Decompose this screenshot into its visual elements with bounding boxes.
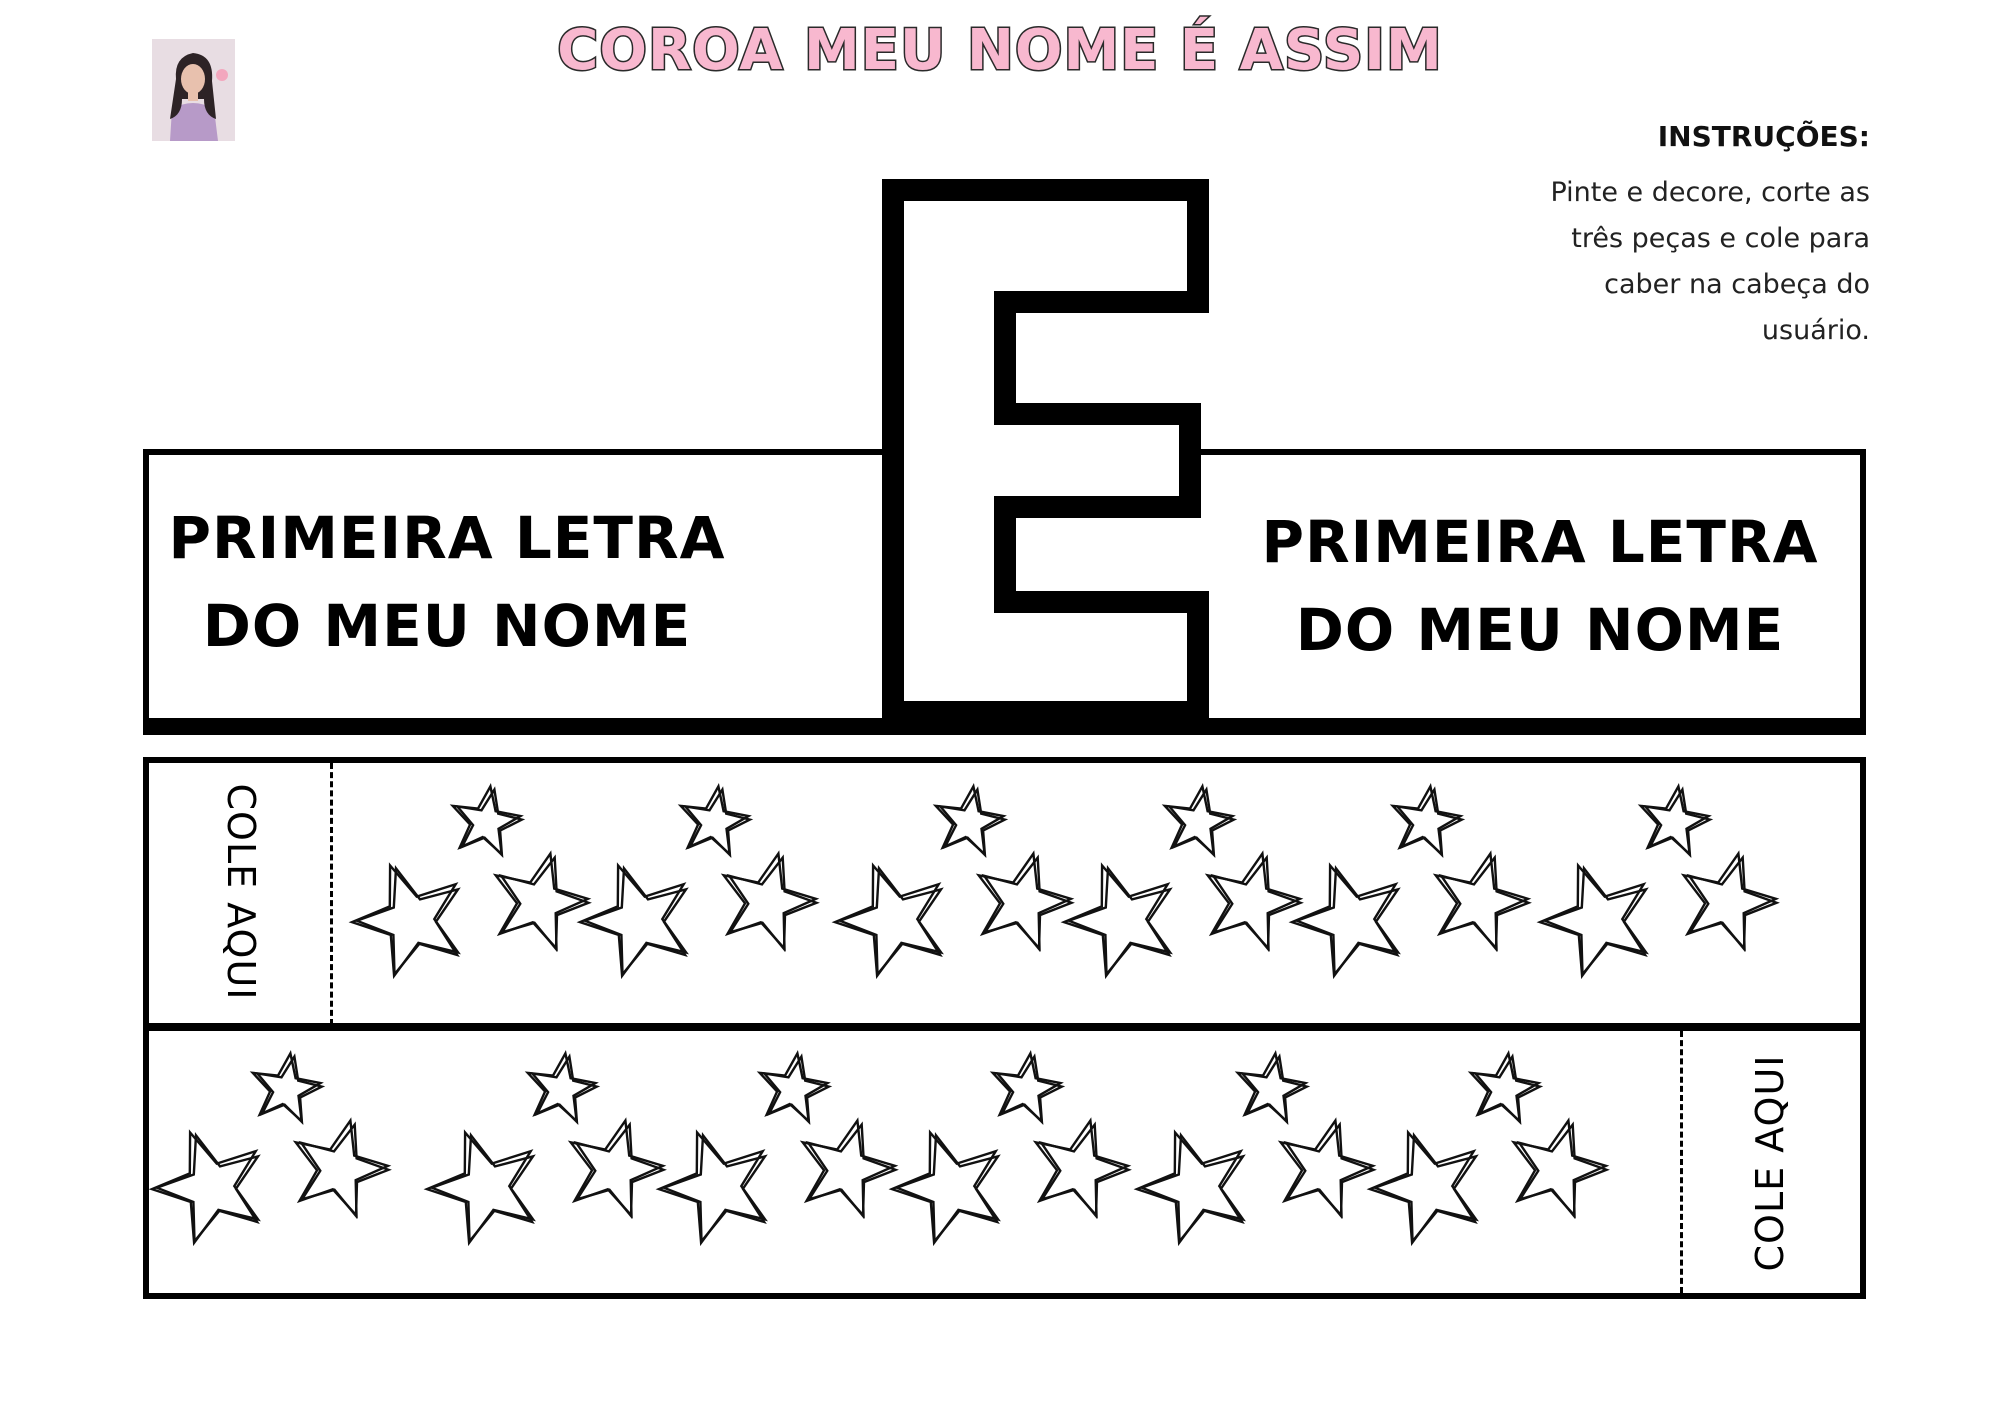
page-title: COROA MEU NOME É ASSIM [557, 18, 1443, 83]
star-icon [1641, 786, 1710, 855]
right-label-line1: PRIMEIRA LETRA [1261, 508, 1819, 576]
star-icon [1471, 1053, 1540, 1122]
left-label-line2: DO MEU NOME [202, 592, 692, 660]
star-icon [1514, 1121, 1607, 1216]
star-icon [1064, 866, 1170, 976]
glue-label-bottom: COLE AQUI [1748, 1054, 1792, 1272]
star-icon [892, 1133, 998, 1243]
instructions-heading: INSTRUÇÕES: [1657, 120, 1870, 153]
star-icon [1370, 1133, 1476, 1243]
glue-label-top: COLE AQUI [219, 783, 263, 1001]
star-icon [724, 854, 817, 949]
right-label-line2: DO MEU NOME [1295, 596, 1785, 664]
star-icon [453, 786, 522, 855]
star-icon [1393, 786, 1462, 855]
instructions-line: Pinte e decore, corte as [1550, 177, 1870, 208]
star-icon [580, 866, 686, 976]
star-icon [296, 1121, 389, 1216]
instructions-line: três peças e cole para [1571, 223, 1870, 254]
star-icon [528, 1053, 597, 1122]
star-icon [1137, 1133, 1243, 1243]
star-icon [979, 854, 1072, 949]
left-label-line1: PRIMEIRA LETRA [168, 504, 726, 572]
star-icon [1436, 854, 1529, 949]
star-icon [659, 1133, 765, 1243]
star-icon [152, 1133, 258, 1243]
star-icon [253, 1053, 322, 1122]
star-icon [1281, 1121, 1374, 1216]
star-icon [1036, 1121, 1129, 1216]
star-icon [1238, 1053, 1307, 1122]
star-icon [936, 786, 1005, 855]
instructions-line: caber na cabeça do [1604, 269, 1870, 300]
star-icon [993, 1053, 1062, 1122]
star-icon [1540, 866, 1646, 976]
star-icon [1292, 866, 1398, 976]
star-icon [571, 1121, 664, 1216]
star-icon [760, 1053, 829, 1122]
star-icon [681, 786, 750, 855]
star-icon [427, 1133, 533, 1243]
instructions-line: usuário. [1761, 315, 1870, 346]
star-icon [352, 866, 458, 976]
star-icon [1208, 854, 1301, 949]
star-icon [835, 866, 941, 976]
star-icon [1684, 854, 1777, 949]
star-icon [1165, 786, 1234, 855]
star-icon [496, 854, 589, 949]
star-icon [803, 1121, 896, 1216]
